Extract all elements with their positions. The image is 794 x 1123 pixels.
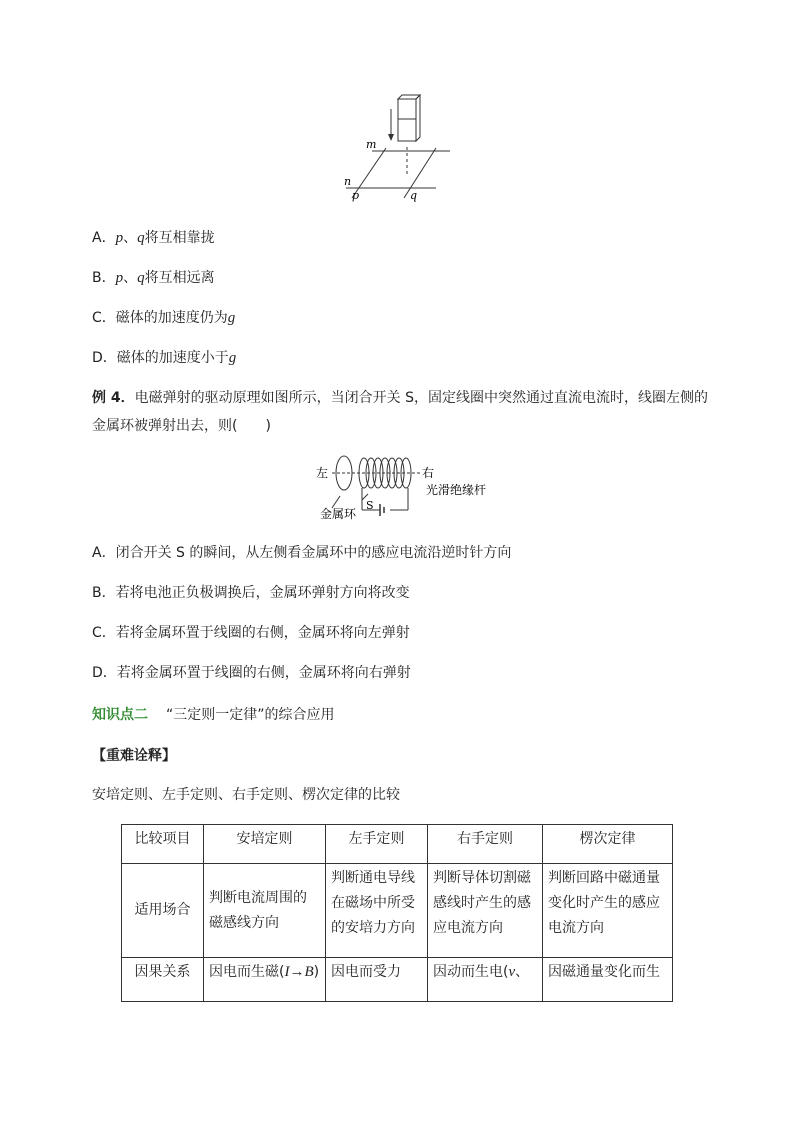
row-label: 因果关系	[122, 958, 204, 1002]
table-row	[122, 864, 673, 958]
label-m: m	[366, 138, 377, 151]
q4-option-c: C．若将金属环置于线圈的右侧，金属环将向左弹射	[92, 625, 410, 641]
table-header: 右手定则	[428, 825, 543, 864]
table-cell: 判断通电导线在磁场中所受的安培力方向	[326, 864, 428, 958]
q4-option-b: B．若将电池正负极调换后，金属环弹射方向将改变	[92, 585, 410, 601]
intro-text: 安培定则、左手定则、右手定则、楞次定律的比较	[92, 787, 400, 803]
q3-option-b: B．p、q将互相远离	[92, 270, 215, 286]
q3-option-a: A．p、q将互相靠拢	[92, 230, 215, 246]
table-cell: 因电而生磁(I→B)	[204, 958, 326, 1002]
q4-option-a: A．闭合开关 S 的瞬间，从左侧看金属环中的感应电流沿逆时针方向	[92, 545, 512, 561]
subheading: 【重难诠释】	[92, 748, 176, 764]
table-cell: 因电而受力	[326, 958, 428, 1002]
coil-ring-figure	[314, 448, 510, 522]
q3-option-c: C．磁体的加速度仍为g	[92, 310, 236, 326]
label-ring: 金属环	[320, 507, 357, 521]
label-n: n	[344, 175, 352, 188]
section-label: 知识点二	[92, 707, 148, 723]
label-right: 右	[422, 466, 435, 480]
label-rod: 光滑绝缘杆	[426, 483, 487, 497]
magnet-bottom-block	[398, 119, 416, 141]
table-row	[122, 958, 673, 1002]
label-q: q	[410, 189, 418, 202]
table-header: 安培定则	[204, 825, 326, 864]
table-header: 比较项目	[122, 825, 204, 864]
table-cell: 因磁通量变化而生	[543, 958, 673, 1002]
comparison-table	[121, 824, 673, 1002]
example4-line1: 例 4．电磁弹射的驱动原理如图所示，当闭合开关 S，固定线圈中突然通过直流电流时，线圈左侧的	[92, 390, 708, 406]
table-cell: 判断电流周围的磁感线方向	[204, 864, 326, 958]
section-heading	[92, 705, 335, 725]
label-left: 左	[316, 466, 329, 480]
section-title: “三定则一定律”的综合应用	[166, 707, 335, 723]
table-header: 左手定则	[326, 825, 428, 864]
magnet-top-block	[398, 99, 416, 119]
magnet-rails-figure	[338, 94, 458, 202]
row-label: 适用场合	[122, 864, 204, 958]
table-cell: 判断导体切割磁感线时产生的感应电流方向	[428, 864, 543, 958]
label-p: p	[352, 189, 360, 202]
example4-line2: 金属环被弹射出去，则( )	[92, 418, 271, 434]
table-cell: 因动而生电(v、	[428, 958, 543, 1002]
example4-label: 例 4．	[92, 390, 135, 406]
table-header-row	[122, 825, 673, 864]
q3-option-d: D．磁体的加速度小于g	[92, 350, 237, 366]
label-switch: S	[366, 499, 374, 512]
table-cell: 判断回路中磁通量变化时产生的感应电流方向	[543, 864, 673, 958]
q4-option-d: D．若将金属环置于线圈的右侧，金属环将向右弹射	[92, 665, 411, 681]
table-header: 楞次定律	[543, 825, 673, 864]
